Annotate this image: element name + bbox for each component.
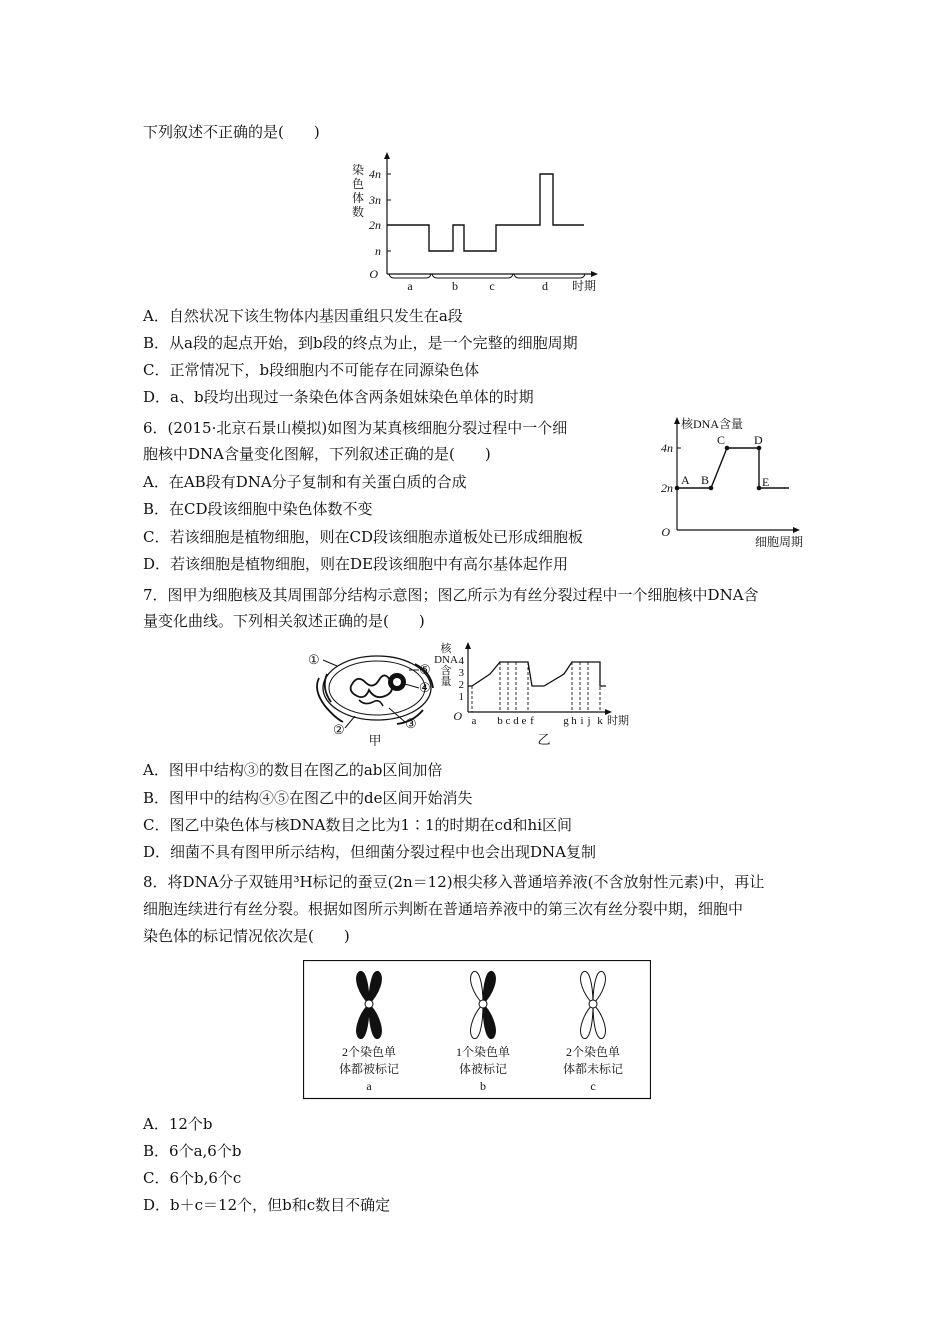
q6-option-b: B．在CD段该细胞中染色体数不变 xyxy=(143,500,373,518)
q5-xlabel-c: c xyxy=(489,279,495,293)
q8-chromosome-figure xyxy=(303,960,651,1100)
q7-fig-yi xyxy=(432,640,647,748)
q7-yi-x-f: f xyxy=(530,715,534,727)
q7-marker-3: ③ xyxy=(405,716,417,731)
q7-stem-line-1: 7．图甲为细胞核及其周围部分结构示意图；图乙所示为有丝分裂过程中一个细胞核中DNA含 xyxy=(143,586,759,604)
q5-step-line xyxy=(387,174,584,251)
q8-option-a: A．12个b xyxy=(143,1115,213,1133)
q7-yi-x-b: b xyxy=(497,715,503,727)
q8-option-d: D．b＋c＝12个，但b和c数目不确定 xyxy=(143,1196,391,1214)
q8-stem-line-3: 染色体的标记情况依次是( ) xyxy=(143,927,350,945)
q5-xlabel-a: a xyxy=(407,279,413,293)
q6-ytick-4n: 4n xyxy=(661,441,673,455)
q5-xlabel-d: d xyxy=(542,279,548,293)
q7-option-a: A．图甲中结构③的数目在图乙的ab区间加倍 xyxy=(143,761,443,779)
q6-point-d: D xyxy=(754,433,763,447)
q6-dna-graph xyxy=(655,412,815,552)
q5-ylabel-1: 染 xyxy=(351,163,365,177)
q7-marker-1: ① xyxy=(308,652,320,667)
q7-caption-jia: 甲 xyxy=(368,733,382,746)
q7-marker-5: ⑤ xyxy=(419,662,431,677)
q5-ytick-2n: 2n xyxy=(369,218,381,232)
q5-ylabel-2: 色 xyxy=(351,177,365,191)
q6-point-c: C xyxy=(717,433,726,447)
q8-fig-a-letter: a xyxy=(366,1079,372,1093)
q8-stem-line-1: 8．将DNA分子双链用³H标记的蚕豆(2n＝12)根尖移入普通培养液(不含放射性元素)中，再让 xyxy=(143,873,765,891)
q7-yi-origin: O xyxy=(453,709,462,723)
q6-stem-line-2: 胞核中DNA含量变化图解，下列叙述正确的是( ) xyxy=(143,445,491,463)
q8-fig-c-line1: 2个染色单 xyxy=(565,1045,621,1059)
q7-yi-ytick-3: 3 xyxy=(458,667,464,679)
q6-origin: O xyxy=(661,525,670,539)
q7-yi-ylabel-1: 核 xyxy=(440,643,452,655)
q6-xaxis-label: 细胞周期 xyxy=(755,535,804,549)
q8-fig-b-line2: 体被标记 xyxy=(458,1062,508,1076)
q6-ytick-2n: 2n xyxy=(661,481,673,495)
q7-yi-x-a: a xyxy=(471,715,477,727)
q7-yi-ytick-1: 1 xyxy=(458,691,464,703)
chromosome-a xyxy=(357,971,382,1038)
q7-yi-x-g: g xyxy=(563,715,569,727)
q5-xaxis-label: 时期 xyxy=(572,279,597,293)
q5-chromosome-graph xyxy=(340,152,610,297)
q7-yi-x-k: k xyxy=(597,715,603,727)
q5-option-c: C．正常情况下，b段细胞内不可能存在同源染色体 xyxy=(143,361,480,379)
q5-ytick-3n: 3n xyxy=(369,193,381,207)
chromosome-c xyxy=(581,971,606,1038)
q7-yi-dna-line xyxy=(468,662,606,686)
q7-yi-ylabel-2: DNA xyxy=(434,654,458,666)
q8-fig-a-line2: 体都被标记 xyxy=(338,1062,400,1076)
q7-yi-ylabel-3: 含 xyxy=(440,665,452,677)
q5-option-a: A．自然状况下该生物体内基因重组只发生在a段 xyxy=(143,307,463,325)
q7-yi-xaxis-label: 时期 xyxy=(607,715,629,727)
q8-fig-c-letter: c xyxy=(590,1079,596,1093)
q6-option-c: C．若该细胞是植物细胞，则在CD段该细胞赤道板处已形成细胞板 xyxy=(143,528,583,546)
q7-stem-line-2: 量变化曲线。下列相关叙述正确的是( ) xyxy=(143,612,425,630)
q5-option-b: B．从a段的起点开始，到b段的终点为止，是一个完整的细胞周期 xyxy=(143,334,578,352)
q7-marker-4: ④ xyxy=(419,680,431,695)
q5-ylabel-3: 体 xyxy=(351,191,365,205)
q7-yi-ytick-4: 4 xyxy=(458,655,464,667)
q8-stem-line-2: 细胞连续进行有丝分裂。根据如图所示判断在普通培养液中的第三次有丝分裂中期，细胞中 xyxy=(143,900,744,918)
q7-yi-ylabel-4: 量 xyxy=(440,676,452,688)
q7-yi-x-d: d xyxy=(513,715,519,727)
q6-option-d: D．若该细胞是植物细胞，则在DE段该细胞中有高尔基体起作用 xyxy=(143,555,569,573)
q7-yi-x-i: i xyxy=(580,715,584,727)
q8-fig-b-letter: b xyxy=(480,1079,486,1093)
q7-yi-x-h: h xyxy=(571,715,577,727)
q8-option-b: B．6个a,6个b xyxy=(143,1142,242,1160)
q6-point-b: B xyxy=(701,473,710,487)
q7-yi-x-j: j xyxy=(587,715,591,727)
q5-ytick-4n: 4n xyxy=(369,167,381,181)
q7-marker-2: ② xyxy=(333,722,345,737)
q8-fig-b-line1: 1个染色单 xyxy=(455,1045,511,1059)
q6-ylabel: 核DNA含量 xyxy=(681,417,743,431)
q7-caption-yi: 乙 xyxy=(537,732,551,747)
q6-dna-line xyxy=(677,448,789,488)
q7-yi-ytick-2: 2 xyxy=(458,679,464,691)
q7-yi-x-c: c xyxy=(505,715,511,727)
chromosome-b xyxy=(471,971,496,1038)
q8-option-c: C．6个b,6个c xyxy=(143,1169,242,1187)
q5-ylabel-4: 数 xyxy=(351,205,365,219)
q7-option-d: D．细菌不具有图甲所示结构，但细菌分裂过程中也会出现DNA复制 xyxy=(143,843,597,861)
q5-stem: 下列叙述不正确的是( ) xyxy=(143,123,320,141)
q6-stem-line-1: 6．(2015·北京石景山模拟)如图为某真核细胞分裂过程中一个细 xyxy=(143,419,568,437)
q8-fig-c-line2: 体都未标记 xyxy=(562,1062,624,1076)
q6-option-a: A．在AB段有DNA分子复制和有关蛋白质的合成 xyxy=(143,473,467,491)
q7-option-c: C．图乙中染色体与核DNA数目之比为1∶1的时期在cd和hi区间 xyxy=(143,816,573,834)
q6-point-a: A xyxy=(681,473,690,487)
q5-option-d: D．a、b段均出现过一条染色体含两条姐妹染色单体的时期 xyxy=(143,388,534,406)
q5-origin: O xyxy=(369,267,378,281)
q5-ytick-n: n xyxy=(375,244,381,258)
q8-fig-a-line1: 2个染色单 xyxy=(341,1045,397,1059)
q6-point-e: E xyxy=(762,475,770,489)
q7-yi-x-e: e xyxy=(521,715,527,727)
q7-option-b: B．图甲中的结构④⑤在图乙中的de区间开始消失 xyxy=(143,789,473,807)
q5-xlabel-b: b xyxy=(452,279,458,293)
